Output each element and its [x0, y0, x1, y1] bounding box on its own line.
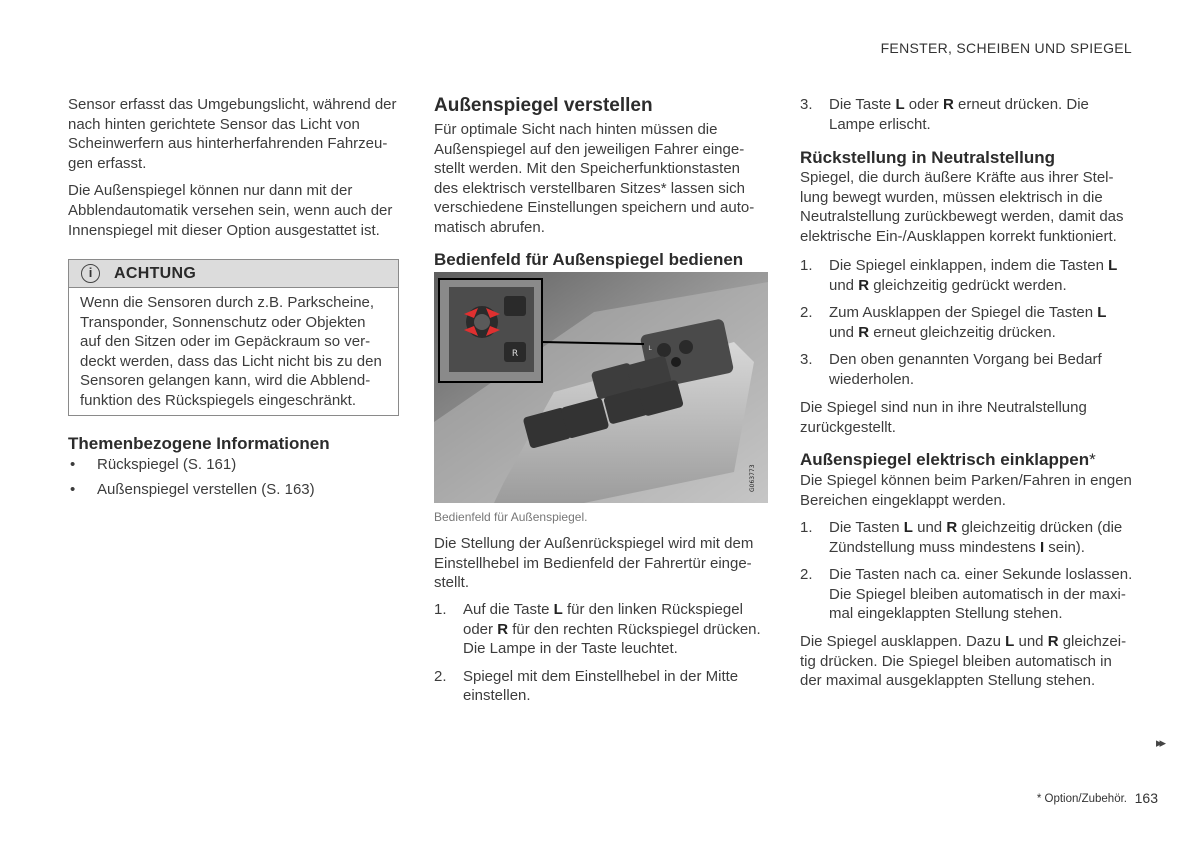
intro-paragraph: Für optimale Sicht nach hinten müssen die Außenspiegel auf den jeweiligen Fahrer einge-stellt werden. Mit den Speicherfunktionstasten des elektrisch verstellbaren Sitzes* lassen sich verschiedene Einstellungen speichern und auto-matisch abrufen. [434, 121, 755, 236]
warning-title: ACHTUNG [114, 264, 197, 282]
related-link[interactable]: • Außenspiegel verstellen (S. 163) [70, 480, 315, 498]
paragraph: Die Außenspiegel können nur dann mit der Abblendautomatik versehen sein, wenn auch der Innenspiegel mit dieser Option ausgestattet ist. [68, 182, 393, 239]
step-3 [800, 95, 1134, 134]
door-panel-illustration [434, 272, 768, 503]
fold-intro: Die Spiegel können beim Parken/Fahren in engen Bereichen eingeklappt werden. [800, 472, 1132, 509]
related-heading: Themenbezogene Informationen [68, 434, 330, 453]
list-item: 1. Die Tasten L und R gleichzeitig drücken (die Zündstellung muss mindestens I sein). [800, 519, 1123, 556]
neutral-paragraph: Spiegel, die durch äußere Kräfte aus ihrer Stel-lung bewegt wurden, müssen elektrisch in die Neutralstellung zurückbewegt werden, damit das elektrische Ein-/Ausklappen korrekt funktioniert. [800, 169, 1124, 245]
related-link[interactable]: • Rückspiegel (S. 161) [70, 456, 237, 473]
footnote: * Option/Zubehör. [1036, 793, 1127, 805]
running-header: FENSTER, SCHEIBEN UND SPIEGEL [880, 40, 1132, 56]
neutral-after: Die Spiegel sind nun in ihre Neutralstellung zurückgestellt. [800, 399, 1087, 436]
page-number: 163 [1134, 790, 1158, 806]
warning-header [69, 260, 398, 288]
neutral-steps [800, 256, 1134, 390]
continue-arrow-icon: ▸▸ [1155, 735, 1163, 750]
warning-box [68, 259, 399, 416]
list-item: 3. Die Taste L oder R erneut drücken. Die Lampe erlischt. [800, 96, 1089, 133]
list-item: 3. Den oben genannten Vorgang bei Bedarf wiederholen. [800, 351, 1102, 388]
figure-button-r-label: R [511, 349, 519, 359]
adjust-steps [434, 600, 768, 706]
unfold-paragraph: Die Spiegel ausklappen. Dazu L und R gleichzei-tig drücken. Die Spiegel bleiben automatisch in der maximal ausgeklappten Stellung stehen. [800, 633, 1127, 690]
column-1-top [68, 95, 402, 240]
related-list [68, 455, 402, 499]
subheading: Bedienfeld für Außenspiegel bedienen [434, 250, 744, 269]
list-item: 1. Auf die Taste L für den linken Rückspiegel oder R für den rechten Rückspiegel drücken. Die Lampe in der Taste leuchtet. [434, 601, 761, 658]
list-item: 2. Spiegel mit dem Einstellhebel in der Mitte einstellen. [434, 667, 739, 705]
adjust-paragraph: Die Stellung der Außenrückspiegel wird mit dem Einstellhebel im Bedienfeld der Fahrertür einge-stellt. [434, 535, 754, 592]
fold-heading: Außenspiegel elektrisch einklappen* [800, 450, 1096, 469]
section-title: Außenspiegel verstellen [434, 95, 653, 116]
list-item: 1. Die Spiegel einklappen, indem die Tasten L und R gleichzeitig gedrückt werden. [800, 257, 1118, 294]
list-item: 2. Die Tasten nach ca. einer Sekunde loslassen. Die Spiegel bleiben automatisch in der maxi-mal eingeklappten Stellung stehen. [800, 566, 1133, 623]
figure-code: G063773 [749, 464, 756, 492]
warning-body: Wenn die Sensoren durch z.B. Parkscheine, Transponder, Sonnenschutz oder Objekten auf den Sitzen oder im Gepäckraum so ver-deckt werden, dass das Licht nicht bis zu den Sensoren gelangen kann, wird die Abblend-funktion des Rückspiegels eingeschränkt. [80, 294, 382, 409]
fold-steps [800, 518, 1134, 624]
neutral-heading: Rückstellung in Neutralstellung [800, 148, 1056, 167]
mirror-control-figure [434, 272, 768, 503]
figure-button-l-label: L [648, 345, 652, 352]
list-item: 2. Zum Ausklappen der Spiegel die Tasten L und R erneut gleichzeitig drücken. [800, 304, 1107, 341]
paragraph: Sensor erfasst das Umgebungslicht, während der nach hinten gerichtete Sensor das Licht von Scheinwerfern aus hinterherfahrenden Fahrzeu-gen erfasst. [68, 96, 397, 172]
info-icon: i [81, 264, 100, 283]
figure-caption: Bedienfeld für Außenspiegel. [434, 510, 588, 524]
